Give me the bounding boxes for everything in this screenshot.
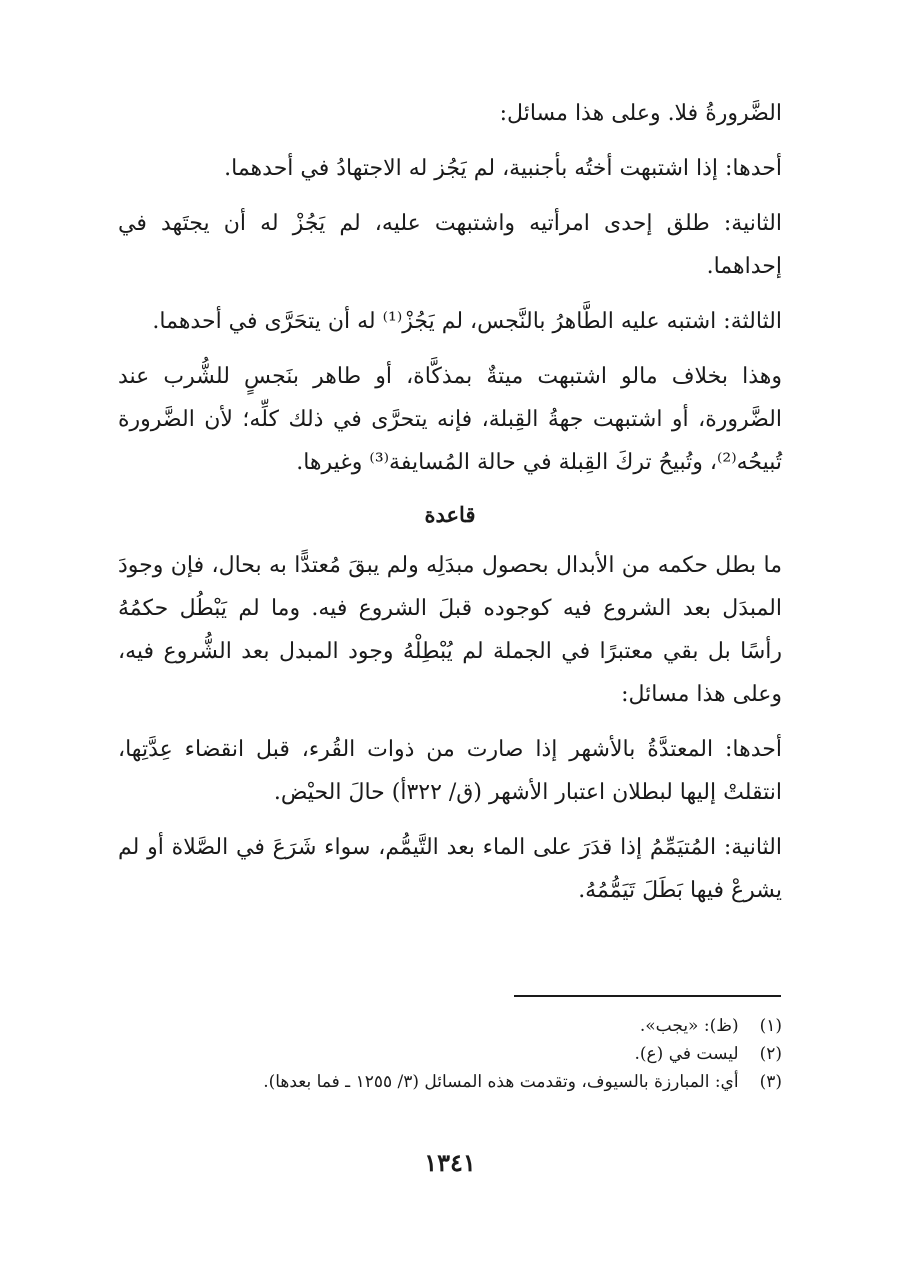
page-number: ١٣٤١ [424, 1148, 476, 1177]
paragraph-intro: الضَّرورةُ فلا. وعلى هذا مسائل: [499, 101, 782, 126]
paragraph-issue-2: الثانية: طلق إحدى امرأتيه واشتبهت عليه، لم يَجُزْ له أن يجتَهد في إحداهما. [118, 211, 782, 279]
paragraph-issue-3: الثالثة: اشتبه عليه الطَّاهرُ بالنَّجس، لم يَجُزْ⁽¹⁾ له أن يتحَرَّى في أحدهما. [152, 309, 782, 334]
footnote-number: (٣) [759, 1072, 782, 1092]
main-text [118, 92, 782, 924]
footnote-number: (١) [759, 1016, 782, 1036]
footnote-number: (٢) [759, 1044, 782, 1064]
paragraph-issue-1: أحدها: إذا اشتبهت أختُه بأجنبية، لم يَجُز له الاجتهادُ في أحدهما. [224, 156, 782, 181]
section-heading: قاعدة [424, 502, 476, 527]
footnote-divider [514, 995, 781, 997]
footnote-text: (ظ): «يجب». [639, 1016, 739, 1036]
footnote-item [118, 1040, 782, 1068]
paragraph-rule-issue-2: الثانية: المُتيَمِّمُ إذا قدَرَ على الماء بعد التَّيمُّم، سواء شَرَعَ في الصَّلاة أو لم يشرعْ فيها بَطَلَ تَيَمُّمُهُ. [118, 835, 782, 903]
footnote-item [118, 1068, 782, 1096]
footnotes [118, 1012, 782, 1096]
paragraph-exception: وهذا بخلاف مالو اشتبهت ميتةٌ بمذكَّاة، أو طاهر بنَجسٍ للشُّرب عند الضَّرورة، أو اشتبهت جهةُ القِبلة، فإنه يتحرَّى في ذلك كلِّه؛ لأن الضَّرورة تُبيحُه⁽²⁾، وتُبيحُ تركَ القِبلة في حالة المُسايفة⁽³⁾ وغيرها. [118, 364, 782, 475]
paragraph-rule-issue-1: أحدها: المعتدَّةُ بالأشهر إذا صارت من ذوات القُرء، قبل انقضاء عِدَّتِها، انتقلتْ إليها لبطلان اعتبار الأشهر (ق/ ٣٢٢أ) حالَ الحيْض. [118, 737, 782, 805]
paragraph-rule: ما بطل حكمه من الأبدال بحصول مبدَلِه ولم يبقَ مُعتدًّا به بحال، فإن وجودَ المبدَل بعد الشروع فيه كوجوده قبلَ الشروع فيه. وما لم يَبْطُل حكمُهُ رأسًا بل بقي معتبرًا في الجملة لم يُبْطِلْهُ وجود المبدل بعد الشُّروع فيه، وعلى هذا مسائل: [118, 553, 782, 707]
footnote-item [118, 1012, 782, 1040]
footnote-text: ليست في (ع). [634, 1044, 739, 1064]
footnote-text: أي: المبارزة بالسيوف، وتقدمت هذه المسائل (٣/ ١٢٥٥ ـ فما بعدها). [263, 1072, 739, 1092]
